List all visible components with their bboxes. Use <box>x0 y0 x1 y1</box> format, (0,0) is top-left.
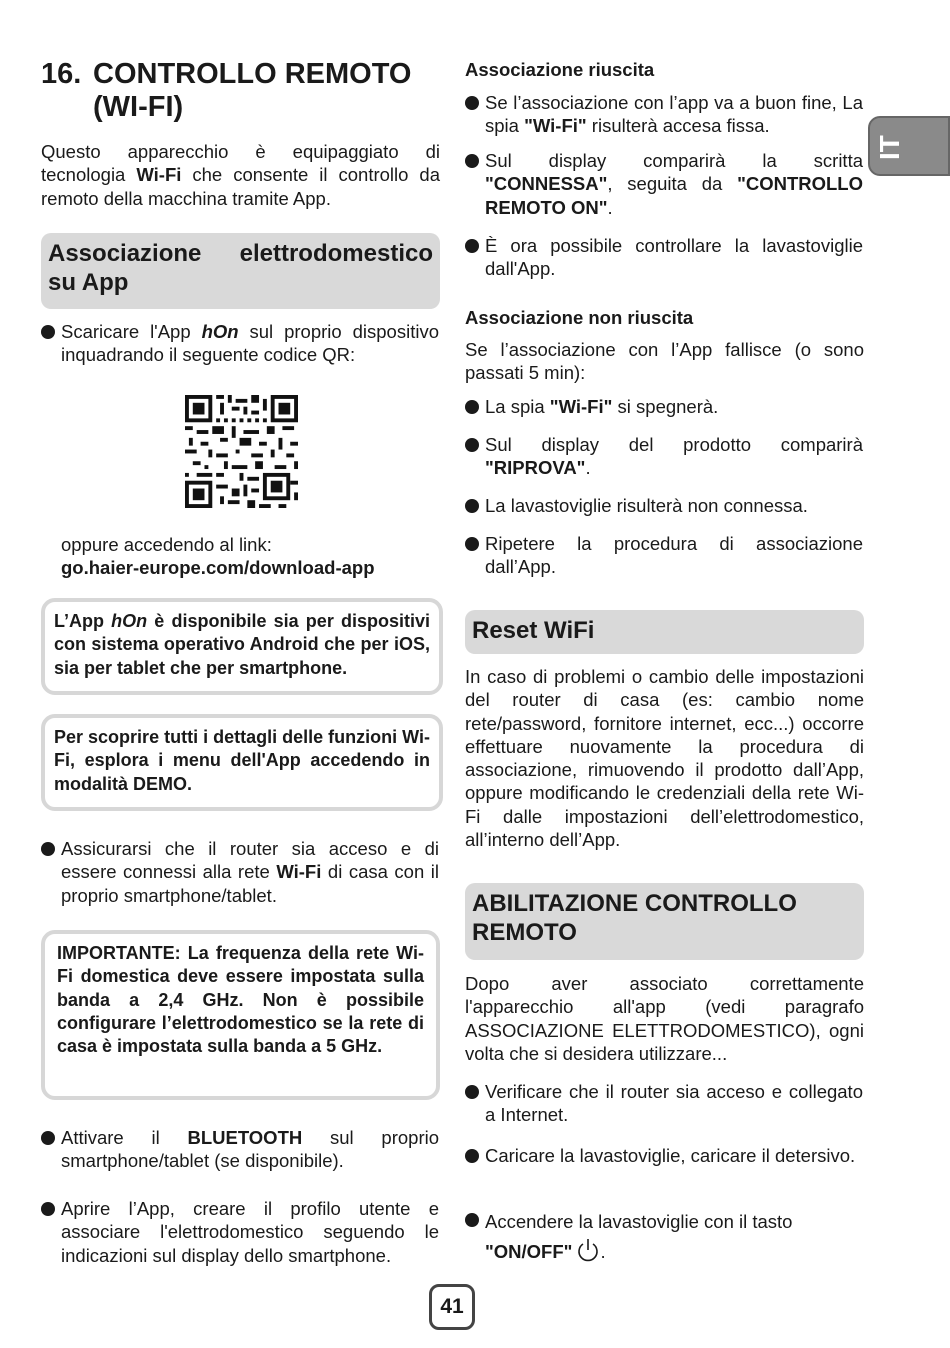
language-tab: IT <box>868 116 950 176</box>
failure-bullet-4: Ripetere la procedura di associazione dall’App. <box>465 532 863 579</box>
app-bullet: Aprire l’App, creare il profilo utente e associare l'elettrodomestico seguendo le indicazioni sul display dello smartphone. <box>41 1197 439 1267</box>
success-heading: Associazione riuscita <box>465 59 655 80</box>
section-title-line1: CONTROLLO REMOTO <box>93 58 412 90</box>
section-number: 16. <box>41 58 82 90</box>
bullet-dot-icon <box>465 1213 479 1227</box>
reset-heading: Reset WiFi <box>465 610 864 654</box>
failure-bullet-2: Sul display del prodotto comparirà "RIPROVA". <box>465 433 863 480</box>
success-bullet-3: È ora possibile controllare la lavastoviglie dall'App. <box>465 234 863 281</box>
bluetooth-bullet: Attivare il BLUETOOTH sul proprio smartphone/tablet (se disponibile). <box>41 1126 439 1173</box>
bullet-dot-icon <box>465 154 479 168</box>
bullet-dot-icon <box>41 1202 55 1216</box>
bullet-dot-icon <box>465 1085 479 1099</box>
demo-note: Per scoprire tutti i dettagli delle funzioni Wi-Fi, esplora i menu dell'App accedendo in modalità DEMO. <box>41 714 443 811</box>
enable-bullet-2: Caricare la lavastoviglie, caricare il detersivo. <box>465 1144 863 1167</box>
enable-bullet-1: Verificare che il router sia acceso e collegato a Internet. <box>465 1080 863 1127</box>
router-bullet: Assicurarsi che il router sia acceso e di essere connessi alla rete Wi-Fi di casa con il proprio smartphone/tablet. <box>41 837 439 907</box>
bullet-dot-icon <box>465 438 479 452</box>
reset-paragraph: In caso di problemi o cambio delle impostazioni del router di casa (es: cambio nome rete/password, fornitore internet, ecc...) occorre effettuare nuovamente la procedura di associazione, rimuovendo il prodotto dall’App, oppure modificando le credenziali della rete Wi-Fi dalle impostazioni dell’elettrodomestico, all’interno dell’App. <box>465 666 864 851</box>
important-note: IMPORTANTE: La frequenza della rete Wi-Fi domestica deve essere impostata sulla banda a 2,4 GHz. Non è possibile configurare l’elettrodomestico se la rete di casa è impostata sulla banda a 5 GHz. <box>41 930 440 1100</box>
bullet-dot-icon <box>41 1131 55 1145</box>
bullet-dot-icon <box>41 325 55 339</box>
download-bullet: Scaricare l'App hOn sul proprio dispositivo inquadrando il seguente codice QR: <box>41 320 439 367</box>
failure-bullet-1: La spia "Wi-Fi" si spegnerà. <box>465 395 863 418</box>
availability-note: L’App hOn è disponibile sia per dispositivi con sistema operativo Android che per iOS, sia per tablet che per smartphone. <box>41 598 443 695</box>
download-link[interactable]: go.haier-europe.com/download-app <box>61 557 375 578</box>
bullet-dot-icon <box>41 842 55 856</box>
association-heading: Associazione elettrodomestico su App <box>41 233 440 309</box>
section-title-line2: (WI-FI) <box>93 91 184 123</box>
bullet-dot-icon <box>465 537 479 551</box>
enable-intro: Dopo aver associato correttamente l'apparecchio all'app (vedi paragrafo ASSOCIAZIONE ELETTRODOMESTICO), ogni volta che si desidera utilizzare... <box>465 973 864 1064</box>
bullet-dot-icon <box>465 96 479 110</box>
success-bullet-2: Sul display comparirà la scritta "CONNESSA", seguita da "CONTROLLO REMOTO ON". <box>465 149 863 219</box>
failure-heading: Associazione non riuscita <box>465 307 694 328</box>
enable-bullet-3: Accendere la lavastoviglie con il tasto "ON/OFF" . <box>465 1207 863 1267</box>
failure-bullet-3: La lavastoviglie risulterà non connessa. <box>465 494 863 517</box>
success-bullet-1: Se l’associazione con l’app va a buon fine, La spia "Wi-Fi" risulterà accesa fissa. <box>465 91 863 138</box>
intro-paragraph: Questo apparecchio è equipaggiato di tecnologia Wi-Fi che consente il controllo da remoto della macchina tramite App. <box>41 141 440 209</box>
enable-heading: ABILITAZIONE CONTROLLO REMOTO <box>465 883 864 960</box>
page-number: 41 <box>429 1284 475 1330</box>
bullet-dot-icon <box>465 239 479 253</box>
bullet-dot-icon <box>465 499 479 513</box>
bullet-dot-icon <box>465 400 479 414</box>
link-intro: oppure accedendo al link: <box>61 534 272 555</box>
qr-code-icon <box>185 395 298 508</box>
failure-intro: Se l’associazione con l’App fallisce (o sono passati 5 min): <box>465 339 864 384</box>
bullet-dot-icon <box>465 1149 479 1163</box>
power-icon <box>576 1238 600 1264</box>
section-title <box>41 58 440 124</box>
